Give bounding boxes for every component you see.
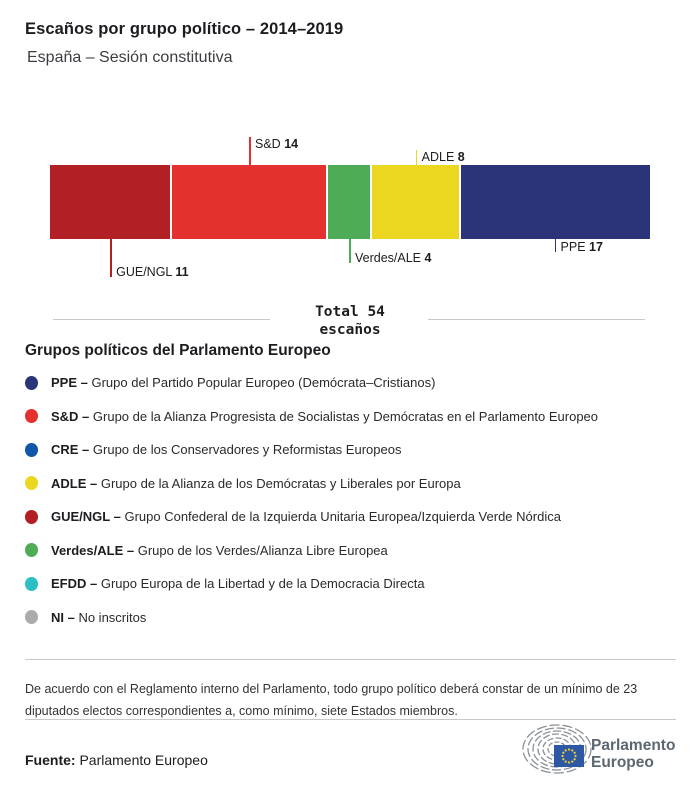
source-line	[25, 752, 208, 768]
legend-text-efdd: EFDD – Grupo Europa de la Libertad y de la Democracia Directa	[51, 576, 425, 592]
legend-dot-s-d	[25, 409, 38, 423]
legend-text-ppe: PPE – Grupo del Partido Popular Europeo (Demócrata–Cristianos)	[51, 375, 436, 391]
eu-flag-star	[574, 758, 576, 760]
eu-flag-star	[562, 758, 564, 760]
legend-heading: Grupos políticos del Parlamento Europeo	[25, 342, 331, 359]
total-divider-left	[53, 319, 270, 320]
bar-segment-verdes-ale	[328, 165, 372, 239]
logo-text-line2: Europeo	[591, 754, 654, 771]
bar-segment-adle	[372, 165, 461, 239]
callout-seats-ppe: 17	[589, 240, 603, 254]
footnote-rule-top	[25, 659, 676, 660]
legend-dot-gue-ngl	[25, 510, 38, 524]
callout-tick-s-d	[249, 137, 251, 165]
source-label: Fuente:	[25, 752, 76, 768]
legend-dot-ni	[25, 610, 38, 624]
callout-name-adle: ADLE	[421, 150, 458, 164]
eu-flag-star	[565, 761, 567, 763]
callout-name-gue-ngl: GUE/NGL	[116, 265, 176, 279]
eu-flag-icon	[554, 745, 584, 767]
legend-text-adle: ADLE – Grupo de la Alianza de los Demócratas y Liberales por Europa	[51, 475, 461, 491]
logo-text-line1: Parlamento	[591, 737, 676, 754]
legend-item-verdes-ale	[25, 534, 680, 568]
legend-text-verdes-ale: Verdes/ALE – Grupo de los Verdes/Alianza Libre Europea	[51, 542, 388, 558]
total-seats-label	[270, 303, 430, 339]
total-divider-right	[428, 319, 645, 320]
legend-text-s-d: S&D – Grupo de la Alianza Progresista de Socialistas y Demócratas en el Parlamento Europeo	[51, 408, 599, 424]
callout-tick-adle	[416, 150, 418, 165]
eu-flag-star	[568, 748, 570, 750]
legend-dot-cre	[25, 443, 38, 457]
eu-flag-star	[565, 749, 567, 751]
callout-label-ppe	[561, 240, 603, 254]
european-parliament-logo	[521, 723, 681, 777]
callout-name-ppe: PPE	[560, 240, 590, 254]
eu-flag-star	[568, 761, 570, 763]
total-value: 54	[367, 304, 385, 320]
callout-seats-gue-ngl: 11	[175, 265, 189, 279]
total-unit: escaños	[319, 322, 381, 338]
footnote-rule-bottom	[25, 719, 676, 720]
bar-segment-gue-ngl	[50, 165, 172, 239]
total-seats-line1	[270, 303, 430, 321]
legend-text-ni: NI – No inscritos	[51, 609, 147, 625]
source-value: Parlamento Europeo	[79, 752, 208, 768]
callout-tick-gue-ngl	[110, 239, 112, 277]
legend-dot-verdes-ale	[25, 543, 38, 557]
callout-label-gue-ngl	[116, 265, 189, 279]
eu-flag-star	[571, 749, 573, 751]
legend-item-efdd	[25, 567, 680, 601]
legend-item-ni	[25, 601, 680, 635]
legend-text-cre: CRE – Grupo de los Conservadores y Reformistas Europeos	[51, 442, 402, 458]
legend-item-adle	[25, 467, 680, 501]
legend-item-ppe	[25, 366, 680, 400]
chart-bar	[50, 165, 650, 239]
legend-dot-adle	[25, 476, 38, 490]
callout-tick-ppe	[555, 239, 557, 252]
legend-item-s-d	[25, 400, 680, 434]
callout-name-verdes-ale: Verdes/ALE	[355, 251, 425, 265]
footnote-text: De acuerdo con el Reglamento interno del Parlamento, todo grupo político deberá constar de un mínimo de 23 diputados electos correspondientes a, como mínimo, siete Estados miembros.	[25, 682, 638, 718]
bar-segment-s-d	[172, 165, 328, 239]
callout-label-s-d	[255, 137, 298, 151]
legend-text-gue-ngl: GUE/NGL – Grupo Confederal de la Izquierda Unitaria Europea/Izquierda Verde Nórdica	[51, 509, 561, 525]
callout-seats-s-d: 14	[284, 137, 299, 151]
legend-dot-efdd	[25, 577, 38, 591]
legend-item-gue-ngl	[25, 500, 680, 534]
callout-seats-adle: 8	[457, 150, 465, 164]
callout-tick-verdes-ale	[349, 239, 351, 263]
eu-flag-star	[561, 755, 563, 757]
legend-item-cre	[25, 433, 680, 467]
total-label: Total	[315, 304, 359, 320]
eu-flag-star	[574, 755, 576, 757]
callout-label-verdes-ale	[355, 251, 431, 265]
eu-flag-star	[571, 761, 573, 763]
seat-bar-chart	[0, 0, 700, 300]
bar-segment-ppe	[461, 165, 650, 239]
eu-flag-star	[562, 752, 564, 754]
legend-list	[25, 366, 680, 634]
callout-seats-verdes-ale: 4	[424, 251, 432, 265]
legend-dot-ppe	[25, 376, 38, 390]
callout-label-adle	[422, 150, 465, 164]
page-subtitle: España – Sesión constitutiva	[27, 49, 233, 66]
callout-name-s-d: S&D	[255, 137, 285, 151]
eu-flag-star	[574, 752, 576, 754]
page-title: Escaños por grupo político – 2014–2019	[25, 20, 344, 38]
